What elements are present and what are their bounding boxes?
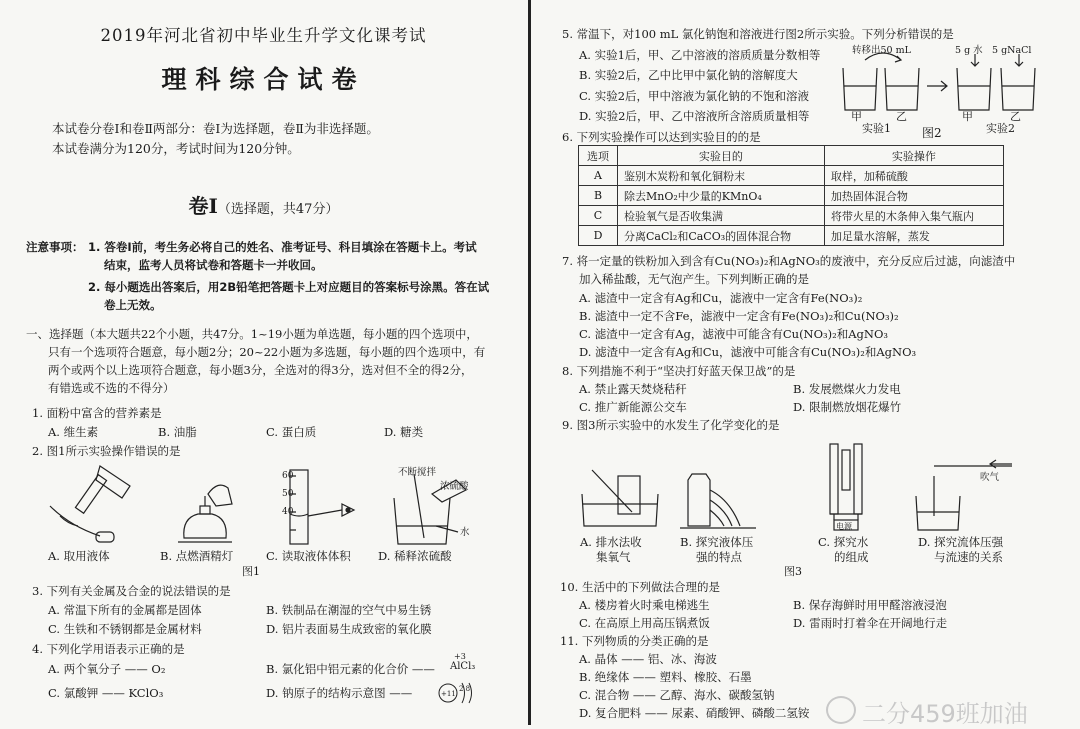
fig1-label: 图1 — [242, 565, 260, 578]
q6-experiment-table — [578, 145, 1004, 246]
q7-option-c: C. 滤渣中一定含有Ag，滤液中可能含有Cu(NO₃)₂和AgNO₃ — [579, 327, 889, 341]
q6-row-a-operation: 取样，加稀硫酸 — [824, 166, 1003, 186]
q6-row-d-purpose: 分离CaCl₂和CaCO₃的固体混合物 — [618, 226, 825, 246]
q8-option-d: D. 限制燃放烟花爆竹 — [793, 400, 902, 414]
q5-option-a: A. 实验1后，甲、乙中溶液的溶质质量分数相等 — [579, 48, 821, 62]
q4-stem: 4. 下列化学用语表示正确的是 — [32, 642, 185, 656]
q9-option-b-line-2: 强的特点 — [696, 550, 742, 564]
fig3-blow-label: 吹气 — [980, 472, 1000, 483]
q2-option-a: A. 取用液体 — [48, 549, 110, 563]
q3-option-b: B. 铁制品在潮湿的空气中易生锈 — [266, 603, 432, 617]
q9-option-a-line-1: A. 排水法收 — [580, 535, 642, 549]
fig2-exp2-label: 实验2 — [986, 122, 1015, 135]
q11-stem: 11. 下列物质的分类正确的是 — [560, 634, 709, 648]
q2-option-d: D. 稀释浓硫酸 — [378, 549, 452, 563]
q6-row-b-operation: 加热固体混合物 — [824, 186, 1003, 206]
q11-option-b: B. 绝缘体 —— 塑料、橡胶、石墨 — [579, 670, 752, 684]
section-title: 卷Ⅰ — [188, 194, 218, 218]
fig1-graduated-cylinder-drawing — [284, 466, 364, 546]
section-heading — [0, 190, 527, 219]
q9-option-d-line-2: 与流速的关系 — [934, 550, 1003, 564]
q7-line-2: 加入稀盐酸，无气泡产生。下列判断正确的是 — [579, 272, 809, 286]
table-row — [579, 206, 1004, 226]
q6-row-c-operation: 将带火星的木条伸入集气瓶内 — [824, 206, 1003, 226]
q9-stem: 9. 图3所示实验中的水发生了化学变化的是 — [562, 418, 780, 432]
q7-option-d: D. 滤渣中一定含有Ag和Cu，滤液中可能含有Cu(NO₃)₂和AgNO₃ — [579, 345, 917, 359]
q4-b-formula: AlCl₃ — [450, 661, 476, 672]
q6-row-c-option: C — [579, 206, 618, 226]
q7-line-1: 7. 将一定量的铁粉加入到含有Cu(NO₃)₂和AgNO₃的废液中，充分反应后过滤，向滤渣中 — [562, 254, 1016, 268]
section-note: （选择题，共47分） — [217, 202, 339, 217]
fig2-yi-1: 乙 — [896, 110, 907, 123]
fig2-yi-2: 乙 — [1010, 110, 1021, 123]
q4-option-d: D. 钠原子的结构示意图 —— — [266, 686, 413, 700]
q6-header-option: 选项 — [579, 146, 618, 166]
q1-option-b: B. 油脂 — [158, 425, 197, 439]
part1-line-1: 一、选择题（本大题共22个小题，共47分。1~19小题为单选题，每小题的四个选项中， — [26, 327, 478, 341]
fig2-transfer-label: 转移出50 mL — [852, 45, 911, 56]
fig2-exp1-label: 实验1 — [862, 122, 891, 135]
fig1-note-stir: 不断搅拌 — [398, 467, 437, 478]
q9-option-a-line-2: 集氧气 — [596, 550, 631, 564]
q5-stem: 5. 常温下，对100 mL 氯化钠饱和溶液进行图2所示实验。下列分析错误的是 — [562, 27, 954, 41]
q6-row-a-option: A — [579, 166, 618, 186]
q7-option-a: A. 滤渣中一定含有Ag和Cu，滤液中一定含有Fe(NO₃)₂ — [579, 291, 863, 305]
q5-option-c: C. 实验2后，甲中溶液为氯化钠的不饱和溶液 — [579, 89, 810, 103]
q10-option-d: D. 雷雨时打着伞在开阔地行走 — [793, 616, 948, 630]
q3-option-d: D. 铝片表面易生成致密的氧化膜 — [266, 622, 432, 636]
q3-stem: 3. 下列有关金属及合金的说法错误的是 — [32, 584, 231, 598]
part1-line-3: 两个或两个以上选项符合题意，每小题3分，全选对的得3分，选对但不全的得2分， — [48, 363, 473, 377]
q4-option-b: B. 氯化铝中铝元素的化合价 —— — [266, 662, 435, 676]
watermark-chat-icon — [826, 696, 856, 724]
fig1-note-acid: 浓硫酸 — [440, 481, 469, 492]
q6-row-b-option: B — [579, 186, 618, 206]
notice-item-1-line-1: 1. 答卷Ⅰ前，考生务必将自己的姓名、准考证号、科目填涂在答题卡上。考试 — [88, 240, 477, 254]
fig1-alcohol-lamp-drawing — [172, 478, 242, 548]
q1-stem: 1. 面粉中富含的营养素是 — [32, 406, 162, 420]
q2-option-c: C. 读取液体体积 — [266, 549, 351, 563]
q6-header-operation: 实验操作 — [824, 146, 1003, 166]
page-divider — [528, 0, 531, 725]
fig1-pipette-drawing — [40, 466, 135, 546]
q6-stem: 6. 下列实验操作可以达到实验目的的是 — [562, 130, 761, 144]
q4-option-c: C. 氯酸钾 —— KClO₃ — [48, 686, 164, 700]
q3-option-a: A. 常温下所有的金属都是固体 — [48, 603, 202, 617]
q6-row-d-option: D — [579, 226, 618, 246]
fig3-label: 图3 — [784, 565, 802, 578]
q4-b-valence: +3 — [454, 652, 466, 661]
q4-sodium-nucleus: +11 — [441, 690, 456, 698]
q9-option-b-line-1: B. 探究液体压 — [680, 535, 754, 549]
q2-stem: 2. 图1所示实验操作错误的是 — [32, 444, 181, 458]
q3-option-c: C. 生铁和不锈钢都是金属材料 — [48, 622, 202, 636]
q9-option-d-line-1: D. 探究流体压强 — [918, 535, 1004, 549]
q4-option-a: A. 两个氧分子 —— O₂ — [48, 662, 166, 676]
intro-line-2: 本试卷满分为120分，考试时间为120分钟。 — [52, 141, 300, 156]
q9-option-c-line-2: 的组成 — [834, 550, 869, 564]
table-row — [579, 186, 1004, 206]
q10-stem: 10. 生活中的下列做法合理的是 — [560, 580, 720, 594]
fig1-tick-50: 50 — [282, 489, 294, 499]
q6-row-c-purpose: 检验氧气是否收集满 — [618, 206, 825, 226]
intro-line-1: 本试卷分卷Ⅰ和卷Ⅱ两部分：卷Ⅰ为选择题，卷Ⅱ为非选择题。 — [52, 121, 379, 136]
fig3-gas-collection-drawing — [582, 470, 662, 530]
table-row — [579, 166, 1004, 186]
q10-option-a: A. 楼房着火时乘电梯逃生 — [579, 598, 710, 612]
q11-option-c: C. 混合物 —— 乙醇、海水、碳酸氢钠 — [579, 688, 775, 702]
part1-line-2: 只有一个选项符合题意，每小题2分；20~22小题为多选题，每小题的四个选项中，有 — [48, 345, 486, 359]
notice-item-1-line-2: 结束，监考人员将试卷和答题卡一并收回。 — [104, 258, 323, 272]
q10-option-b: B. 保存海鲜时用甲醛溶液浸泡 — [793, 598, 947, 612]
q8-stem: 8. 下列措施不利于“坚决打好蓝天保卫战”的是 — [562, 364, 796, 378]
subject-title: 理科综合试卷 — [161, 65, 366, 94]
q5-option-b: B. 实验2后，乙中比甲中氯化钠的溶解度大 — [579, 68, 798, 82]
q10-option-c: C. 在高原上用高压锅煮饭 — [579, 616, 710, 630]
q6-row-d-operation: 加足量水溶解，蒸发 — [824, 226, 1003, 246]
q11-option-d: D. 复合肥料 —— 尿素、硝酸钾、磷酸二氢铵 — [579, 706, 810, 720]
fig1-tick-40: 40 — [282, 507, 294, 517]
fig3-fluid-pressure-drawing — [912, 456, 1022, 532]
q1-option-a: A. 维生素 — [48, 425, 99, 439]
q5-option-d: D. 实验2后，甲、乙中溶液所含溶质质量相等 — [579, 109, 810, 123]
q7-option-b: B. 滤渣中一定不含Fe，滤液中一定含有Fe(NO₃)₂和Cu(NO₃)₂ — [579, 309, 899, 323]
notice-item-2-line-2: 卷上无效。 — [104, 298, 162, 312]
fig3-liquid-pressure-drawing — [680, 470, 760, 532]
fig2-water-label: 5 g 水 — [955, 45, 983, 56]
q6-table-header-row — [579, 146, 1004, 166]
q2-option-b: B. 点燃酒精灯 — [160, 549, 234, 563]
fig2-jia-2: 甲 — [962, 110, 973, 123]
exam-title: 2019年河北省初中毕业生升学文化课考试 — [100, 26, 427, 45]
fig2-label: 图2 — [922, 126, 942, 140]
fig3-power-label: 电源 — [836, 522, 852, 531]
fig2-jia-1: 甲 — [851, 110, 862, 123]
q8-option-b: B. 发展燃煤火力发电 — [793, 382, 901, 396]
part1-line-4: 有错选或不选的不得分） — [48, 381, 175, 395]
q8-option-c: C. 推广新能源公交车 — [579, 400, 687, 414]
q6-row-b-purpose: 除去MnO₂中少量的KMnO₄ — [618, 186, 825, 206]
fig1-note-water: 水 — [460, 527, 470, 538]
q4-sodium-shells: 2 8 — [459, 685, 471, 693]
fig1-tick-60: 60 — [282, 471, 294, 481]
watermark-text: 二分459班加油 — [862, 700, 1028, 728]
q1-option-c: C. 蛋白质 — [266, 425, 317, 439]
q9-option-c-line-1: C. 探究水 — [818, 535, 869, 549]
q11-option-a: A. 晶体 —— 铝、冰、海波 — [579, 652, 717, 666]
notice-item-2-line-1: 2. 每小题选出答案后，用2B铅笔把答题卡上对应题目的答案标号涂黑。答在试 — [88, 280, 490, 294]
q1-option-d: D. 糖类 — [384, 425, 424, 439]
fig2-nacl-label: 5 gNaCl — [992, 45, 1032, 56]
q6-row-a-purpose: 鉴别木炭粉和氧化铜粉末 — [618, 166, 825, 186]
q6-header-purpose: 实验目的 — [618, 146, 825, 166]
left-page — [0, 0, 527, 725]
table-row — [579, 226, 1004, 246]
notice-label: 注意事项： — [26, 240, 84, 254]
q8-option-a: A. 禁止露天焚烧秸秆 — [579, 382, 687, 396]
